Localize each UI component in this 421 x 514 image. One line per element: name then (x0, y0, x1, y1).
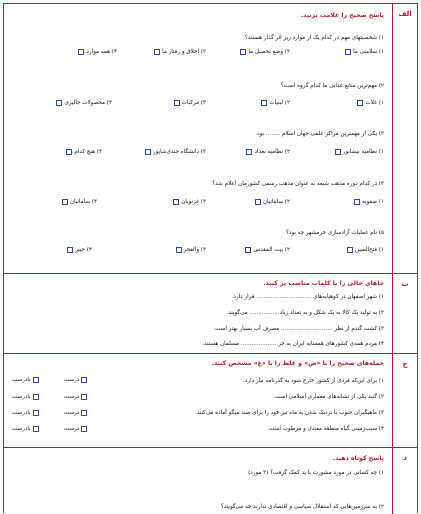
checkbox[interactable] (176, 247, 182, 253)
checkbox[interactable] (81, 426, 87, 432)
option[interactable] (145, 149, 206, 156)
option-label: ۳) والفجر (183, 247, 206, 253)
question-text: ۵) نام عملیات آزادسازی خرمشهر چه بود؟ (285, 230, 384, 236)
fill-blank-line: ۴) مردم همه‌ی کشورهای همسایه ایران به جز .................... مسلمان هستند. (202, 341, 384, 347)
option-label: ۳) مرکبات (181, 100, 206, 106)
checkbox[interactable] (33, 377, 39, 383)
section-alef (4, 4, 417, 274)
option-label: ۳) دانشگاه جندی‌شاپور (152, 149, 206, 155)
options-row (4, 100, 392, 110)
statement-text: ۱) برای این‌که فردی از کشور خارج شود به گذرنامه نیاز دارد. (243, 378, 384, 384)
section-alef-content (4, 4, 393, 273)
exam-sheet (3, 3, 418, 513)
option-label: ۴) خیبر (75, 247, 92, 253)
section-title: جاهای خالی را با کلمات مناسب پر کنید. (263, 280, 384, 287)
checkbox[interactable] (67, 247, 73, 253)
question-text: ۳) یکی از مهمترین مراکز علمی جهان اسلام ........ بود. (255, 131, 384, 137)
false-label: نادرست (12, 394, 31, 400)
section-letter: ج (402, 360, 408, 368)
option[interactable] (354, 199, 384, 206)
checkbox[interactable] (33, 426, 39, 432)
fill-blank-line: ۲) به تولید یک کالا به یک شکل و به تعداد زیاد................. می‌گویند. (226, 310, 384, 316)
false-option[interactable] (12, 394, 39, 401)
true-option[interactable] (64, 377, 87, 384)
true-false-choice (12, 377, 116, 387)
option[interactable] (345, 49, 384, 56)
checkbox[interactable] (33, 394, 39, 400)
option[interactable] (246, 149, 290, 156)
option-label: ۲) لبنیات (269, 100, 290, 106)
section-title: پاسخ کوتاه دهید. (332, 455, 384, 462)
option-label: ۱) فتح‌المبین (354, 247, 384, 253)
section-letter: ب (401, 280, 409, 288)
option[interactable] (62, 199, 97, 206)
checkbox[interactable] (335, 149, 341, 155)
option-label: ۳) غزنویان (181, 199, 206, 205)
checkbox[interactable] (347, 247, 353, 253)
checkbox[interactable] (62, 199, 68, 205)
checkbox[interactable] (246, 149, 252, 155)
true-false-choice (12, 410, 116, 420)
true-label: درست (64, 426, 80, 432)
options-row (4, 247, 392, 257)
checkbox[interactable] (174, 100, 180, 106)
false-option[interactable] (12, 377, 39, 384)
checkbox[interactable] (255, 199, 261, 205)
checkbox[interactable] (81, 410, 87, 416)
section-be (4, 274, 417, 354)
option-label: ۳) اخلاق و رفتار ما (162, 49, 206, 55)
section-jim (4, 354, 417, 448)
checkbox[interactable] (154, 49, 160, 55)
option[interactable] (78, 49, 117, 56)
option-label: ۱) صفویه (361, 199, 384, 205)
checkbox[interactable] (66, 149, 72, 155)
option[interactable] (255, 199, 290, 206)
false-label: نادرست (12, 426, 31, 432)
section-jim-content (4, 354, 393, 447)
option-label: ۱) نظامیه نیشابور (342, 149, 384, 155)
option-label: ۱) غلات (365, 100, 384, 106)
option[interactable] (154, 49, 206, 56)
true-option[interactable] (64, 394, 87, 401)
option[interactable] (173, 199, 206, 206)
options-row (4, 149, 392, 159)
option[interactable] (261, 100, 290, 107)
question-text: ۲) مهم‌ترین منابع غذایی ما کدام گروه است؟ (280, 83, 384, 89)
section-letter: الف (398, 10, 412, 18)
statement-text: ۳) ماهیگیران جنوب با نزدیک شدن به ماه تیر خود را برای صید میگو آماده می‌کنند. (194, 410, 384, 416)
true-label: درست (64, 410, 80, 416)
checkbox[interactable] (245, 247, 251, 253)
option[interactable] (347, 247, 384, 254)
short-answer-question: ۱) چه کسانی در مورد مشورت با ید کمک گرفت؟ (۳ مورد) (248, 470, 384, 476)
checkbox[interactable] (261, 100, 267, 106)
true-false-choice (12, 394, 116, 404)
checkbox[interactable] (345, 49, 351, 55)
option-label: ۴) محصولات جالیزی (64, 100, 112, 106)
true-label: درست (64, 394, 80, 400)
false-option[interactable] (12, 426, 39, 433)
option-label: ۴) همه موارد (86, 49, 117, 55)
option[interactable] (357, 100, 384, 107)
option[interactable] (240, 49, 290, 56)
options-row (4, 199, 392, 209)
true-false-choice (12, 426, 116, 436)
option-label: ۲) وضع تحصیل ما (248, 49, 290, 55)
false-option[interactable] (12, 410, 39, 417)
false-label: نادرست (12, 410, 31, 416)
option-label: ۲) سامانیان (262, 199, 290, 205)
checkbox[interactable] (56, 100, 62, 106)
true-option[interactable] (64, 410, 87, 417)
option[interactable] (174, 100, 206, 107)
section-dal (4, 448, 417, 514)
true-label: درست (64, 377, 80, 383)
option[interactable] (176, 247, 206, 254)
option-label: ۴) هیچ کدام (74, 149, 102, 155)
checkbox[interactable] (354, 199, 360, 205)
options-row (4, 49, 392, 59)
fill-blank-line: ۱) شهر اصفهان در کوهپایه‌های ............................... قرار دارد. (231, 294, 384, 300)
short-answer-question: ۲) به سرزمین‌هایی که استقلال سیاسی و اقتصادی ندارند چه می‌گویند؟ (220, 504, 384, 510)
checkbox[interactable] (173, 199, 179, 205)
statement-text: ۴) سیب‌زمینی گیاه منطقه معتدل و مرطوب است. (267, 426, 384, 432)
section-title: پاسخ صحیح را علامت بزنید. (300, 12, 384, 19)
true-option[interactable] (64, 426, 87, 433)
option-label: ۲) بیت المقدس (253, 247, 290, 253)
checkbox[interactable] (81, 394, 87, 400)
checkbox[interactable] (81, 377, 87, 383)
statement-text: ۲) گنبد یکی از نشانه‌های معماری اسلامی است. (273, 394, 384, 400)
option[interactable] (56, 100, 112, 107)
fill-blank-line: ۳) کشت گندم از نظر ............................. مصرف آب بسیار بهتر است. (213, 326, 384, 332)
option[interactable] (67, 247, 92, 254)
false-label: نادرست (12, 377, 31, 383)
checkbox[interactable] (78, 49, 84, 55)
section-dal-content (4, 448, 393, 514)
question-text: ۱) شخصیتهای مهم در کدام یک از موارد زیر اثر گذار هستند؟ (244, 35, 384, 41)
option-label: ۲) نظامیه بغداد (254, 149, 290, 155)
option-label: ۴) سامانیان (69, 199, 97, 205)
checkbox[interactable] (33, 410, 39, 416)
option[interactable] (66, 149, 102, 156)
section-be-content (4, 274, 393, 353)
checkbox[interactable] (240, 49, 246, 55)
option[interactable] (245, 247, 290, 254)
question-text: ۴) در کدام دوره مذهب شیعه به عنوان مذهب رسمی کشورمان اعلام شد؟ (212, 181, 384, 187)
option[interactable] (335, 149, 384, 156)
option-label: ۱) سلامتی ما (353, 49, 384, 55)
checkbox[interactable] (357, 100, 363, 106)
section-letter: د (403, 454, 407, 462)
checkbox[interactable] (145, 149, 151, 155)
section-title: جمله‌های صحیح را با «ص» و غلط را با «غ» مشخص کنید. (211, 360, 384, 367)
